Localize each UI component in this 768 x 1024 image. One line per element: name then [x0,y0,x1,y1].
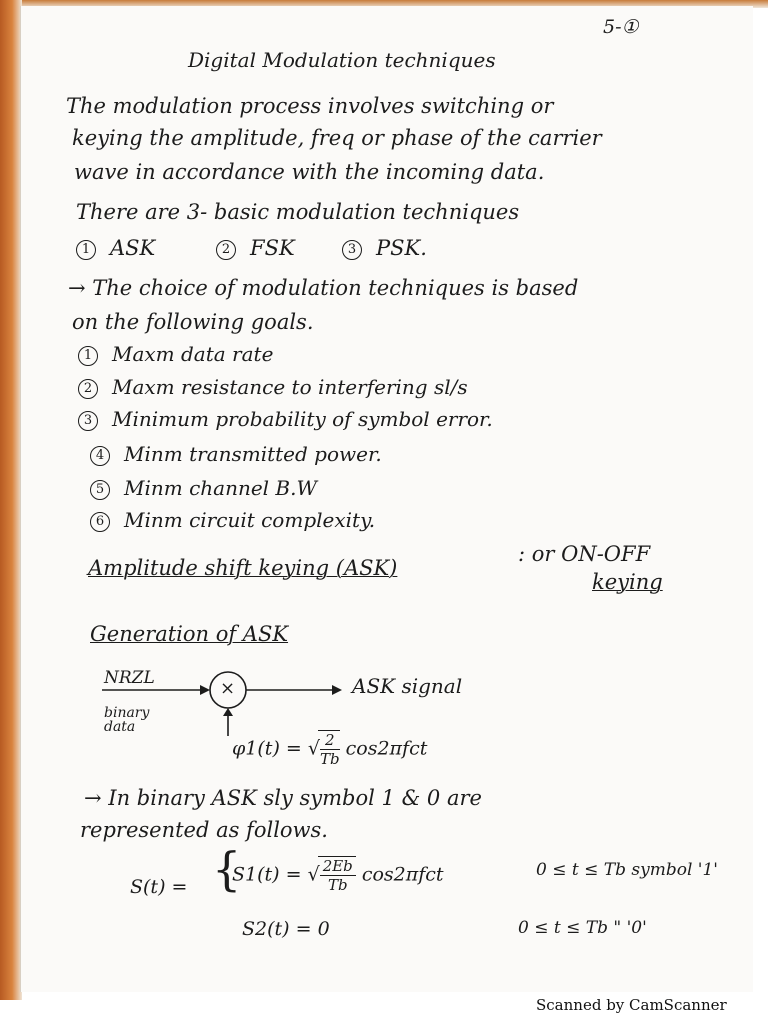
intro-line-2: keying the amplitude, freq or phase of the carrier [72,126,602,150]
ask-heading: Amplitude shift keying (ASK) [88,556,398,580]
choice-line-1: → The choice of modulation techniques is based [68,276,579,300]
carrier-formula: φ1(t) = √ $\frac{2}{Tb}$ cos2πfct [232,731,428,768]
choice-line-2: on the following goals. [72,310,314,334]
goal-item: 5 Minm channel B.W [90,476,317,500]
curly-brace-icon: { [212,842,242,896]
intro-line-3: wave in accordance with the incoming data. [74,160,545,184]
ask-alternate-name: : or ON-OFF [518,542,651,566]
nrzl-label: NRZL [104,668,155,688]
goal-item: 6 Minm circuit complexity. [90,508,375,532]
goal-item: 3 Minimum probability of symbol error. [78,407,493,431]
binary-line-1: → In binary ASK sly symbol 1 & 0 are [84,786,482,810]
page-number: 5-① [603,16,639,38]
goal-item: 4 Minm transmitted power. [90,442,382,466]
generation-heading: Generation of ASK [90,622,289,646]
technique-item-fsk: 2 FSK [216,236,295,260]
page-title: Digital Modulation techniques [188,48,496,72]
intro-line-4: There are 3- basic modulation techniques [76,200,520,224]
goal-item: 1 Maxm data rate [78,342,273,366]
equation-row-1-condition: 0 ≤ t ≤ Tb symbol '1' [536,860,718,880]
technique-item-psk: 3 PSK. [342,236,427,260]
equation-row-2-condition: 0 ≤ t ≤ Tb " '0' [518,918,647,938]
binary-data-label: binary data [104,705,150,735]
ask-alternate-name-2: keying [592,570,663,594]
equation-row-1: S1(t) = √ $\frac{2Eb}{Tb}$ cos2πfct [232,857,444,894]
binary-line-2: represented as follows. [80,818,328,842]
goal-item: 2 Maxm resistance to interfering sl/s [78,375,468,399]
multiplier-symbol: × [220,678,236,699]
intro-line-1: The modulation process involves switching or [66,94,554,118]
ask-signal-label: ASK signal [352,674,463,698]
scanner-watermark: Scanned by CamScanner [536,996,727,1014]
equation-lhs: S(t) = [130,876,188,898]
page-edge-left [0,0,22,1000]
equation-row-2: S2(t) = 0 [242,918,330,940]
technique-item-ask: 1 ASK [76,236,155,260]
